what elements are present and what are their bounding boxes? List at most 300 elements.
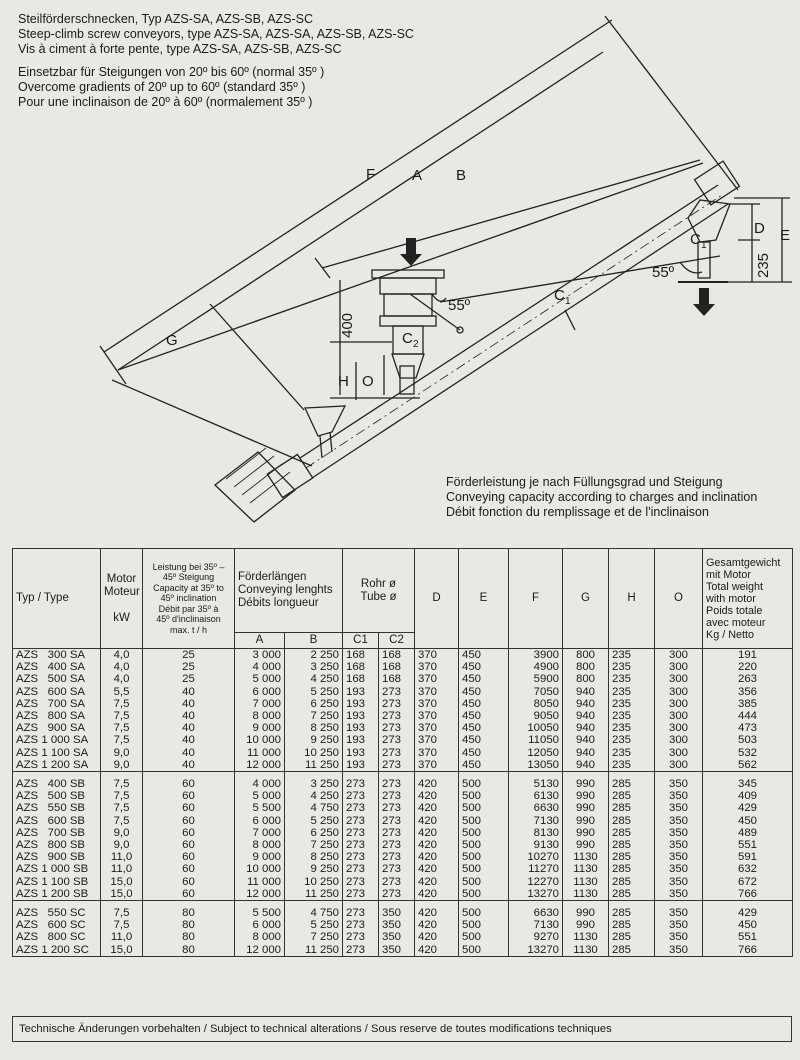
table-cell: 940 bbox=[563, 710, 609, 722]
table-cell: 12 000 bbox=[235, 944, 285, 957]
table-cell: 9 000 bbox=[235, 722, 285, 734]
table-cell: AZS 600 SA bbox=[13, 686, 101, 698]
table-cell: AZS 1 200 SA bbox=[13, 759, 101, 772]
table-cell: 10 000 bbox=[235, 734, 285, 746]
dim-line-A bbox=[118, 52, 603, 370]
table-cell: 8130 bbox=[509, 827, 563, 839]
table-cell: 285 bbox=[609, 876, 655, 888]
table-cell: AZS 500 SB bbox=[13, 790, 101, 802]
table-cell: 300 bbox=[655, 722, 703, 734]
table-cell: 273 bbox=[379, 802, 415, 814]
table-cell: 60 bbox=[143, 802, 235, 814]
table-cell: 766 bbox=[703, 888, 793, 901]
table-cell: 273 bbox=[379, 722, 415, 734]
table-cell: 7,5 bbox=[101, 734, 143, 746]
table-cell: 3900 bbox=[509, 649, 563, 662]
table-cell: 1130 bbox=[563, 851, 609, 863]
table-cell: AZS 1 100 SA bbox=[13, 747, 101, 759]
table-cell: 11 250 bbox=[285, 888, 343, 901]
header-D: D bbox=[415, 549, 459, 649]
table-cell: 800 bbox=[563, 661, 609, 673]
table-cell: 11,0 bbox=[101, 931, 143, 943]
table-row bbox=[13, 649, 793, 662]
table-cell: 5 000 bbox=[235, 790, 285, 802]
table-cell: 273 bbox=[343, 876, 379, 888]
table-row bbox=[13, 907, 793, 919]
table-cell: 273 bbox=[343, 790, 379, 802]
table-cell: 420 bbox=[415, 888, 459, 901]
table-cell: 8 000 bbox=[235, 839, 285, 851]
table-cell: 6 250 bbox=[285, 827, 343, 839]
table-cell: 300 bbox=[655, 734, 703, 746]
table-cell: 4 250 bbox=[285, 673, 343, 685]
table-cell: 420 bbox=[415, 931, 459, 943]
header-C2: C2 bbox=[379, 633, 415, 649]
table-cell: AZS 400 SA bbox=[13, 661, 101, 673]
table-cell: 532 bbox=[703, 747, 793, 759]
table-cell: AZS 500 SA bbox=[13, 673, 101, 685]
table-cell: 285 bbox=[609, 851, 655, 863]
table-cell: 7050 bbox=[509, 686, 563, 698]
table-cell: 80 bbox=[143, 919, 235, 931]
table-cell: 6 000 bbox=[235, 919, 285, 931]
table-cell: 285 bbox=[609, 907, 655, 919]
table-cell: 168 bbox=[379, 661, 415, 673]
tube-centerline bbox=[306, 195, 722, 468]
table-cell: 8 250 bbox=[285, 722, 343, 734]
table-cell: AZS 600 SC bbox=[13, 919, 101, 931]
table-cell: AZS 400 SB bbox=[13, 778, 101, 790]
table-row bbox=[13, 888, 793, 901]
table-cell: 370 bbox=[415, 722, 459, 734]
header-F: F bbox=[509, 549, 563, 649]
table-cell: 10 250 bbox=[285, 747, 343, 759]
table-cell: 990 bbox=[563, 839, 609, 851]
label-A: A bbox=[412, 167, 423, 184]
label-C1-discharge: C bbox=[690, 231, 701, 248]
table-cell: 350 bbox=[655, 863, 703, 875]
table-cell: 420 bbox=[415, 919, 459, 931]
dim-line-C1 bbox=[440, 256, 720, 302]
table-cell: 13270 bbox=[509, 944, 563, 957]
table-cell: 450 bbox=[459, 734, 509, 746]
table-cell: 60 bbox=[143, 778, 235, 790]
svg-text:2: 2 bbox=[413, 339, 419, 350]
label-E: E bbox=[780, 227, 791, 244]
table-cell: 350 bbox=[655, 802, 703, 814]
table-cell: 9 000 bbox=[235, 851, 285, 863]
table-cell: 235 bbox=[609, 759, 655, 772]
table-cell: AZS 1 000 SA bbox=[13, 734, 101, 746]
table-cell: 273 bbox=[379, 734, 415, 746]
table-cell: 370 bbox=[415, 759, 459, 772]
table-cell: 350 bbox=[379, 944, 415, 957]
table-cell: AZS 300 SA bbox=[13, 649, 101, 662]
header-lengths: Förderlängen Conveying lenghts Débits longueur bbox=[235, 549, 343, 633]
table-cell: 450 bbox=[459, 710, 509, 722]
table-cell: 273 bbox=[379, 778, 415, 790]
label-B: B bbox=[456, 167, 467, 184]
table-cell: 4,0 bbox=[101, 661, 143, 673]
table-cell: 500 bbox=[459, 876, 509, 888]
label-C1: C bbox=[554, 287, 565, 304]
label-235: 235 bbox=[755, 252, 772, 278]
header-G: G bbox=[563, 549, 609, 649]
table-cell: 940 bbox=[563, 747, 609, 759]
table-cell: 300 bbox=[655, 649, 703, 662]
table-cell: 940 bbox=[563, 698, 609, 710]
table-cell: 9,0 bbox=[101, 747, 143, 759]
table-cell: 300 bbox=[655, 686, 703, 698]
table-cell: 11270 bbox=[509, 863, 563, 875]
table-cell: 450 bbox=[703, 919, 793, 931]
table-cell: 6630 bbox=[509, 802, 563, 814]
table-cell: 80 bbox=[143, 907, 235, 919]
table-cell: 8 250 bbox=[285, 851, 343, 863]
caption-fr: Débit fonction du remplissage et de l'inclinaison bbox=[446, 505, 709, 519]
table-cell: 500 bbox=[459, 907, 509, 919]
table-cell: 235 bbox=[609, 710, 655, 722]
table-cell: 273 bbox=[379, 759, 415, 772]
capacity-caption bbox=[446, 475, 757, 520]
table-cell: AZS 550 SC bbox=[13, 907, 101, 919]
table-cell: 4,0 bbox=[101, 649, 143, 662]
table-cell: 9270 bbox=[509, 931, 563, 943]
table-row bbox=[13, 827, 793, 839]
table-cell: 273 bbox=[343, 802, 379, 814]
table-cell: 350 bbox=[655, 851, 703, 863]
table-cell: 235 bbox=[609, 734, 655, 746]
label-H: H bbox=[338, 373, 349, 390]
motor bbox=[215, 448, 313, 522]
table-cell: 273 bbox=[379, 686, 415, 698]
table-cell: AZS 700 SB bbox=[13, 827, 101, 839]
table-cell: 168 bbox=[379, 673, 415, 685]
table-cell: 345 bbox=[703, 778, 793, 790]
table-cell: 11 250 bbox=[285, 759, 343, 772]
table-cell: 9,0 bbox=[101, 839, 143, 851]
table-row bbox=[13, 944, 793, 957]
table-cell: 489 bbox=[703, 827, 793, 839]
table-cell: 60 bbox=[143, 863, 235, 875]
table-cell: 7,5 bbox=[101, 722, 143, 734]
table-cell: 990 bbox=[563, 802, 609, 814]
table-cell: 766 bbox=[703, 944, 793, 957]
table-cell: 285 bbox=[609, 919, 655, 931]
table-cell: 9 250 bbox=[285, 734, 343, 746]
table-cell: 273 bbox=[343, 919, 379, 931]
table-cell: 350 bbox=[655, 815, 703, 827]
table-cell: 273 bbox=[379, 851, 415, 863]
table-cell: 990 bbox=[563, 815, 609, 827]
table-cell: 11,0 bbox=[101, 851, 143, 863]
table-cell: 500 bbox=[459, 863, 509, 875]
svg-text:1: 1 bbox=[701, 240, 707, 251]
table-cell: 285 bbox=[609, 863, 655, 875]
table-cell: 7,5 bbox=[101, 710, 143, 722]
table-cell: 370 bbox=[415, 710, 459, 722]
table-cell: 285 bbox=[609, 931, 655, 943]
down-arrow-icon bbox=[693, 288, 715, 316]
table-cell: 5900 bbox=[509, 673, 563, 685]
table-cell: 273 bbox=[343, 778, 379, 790]
table-cell: AZS 800 SB bbox=[13, 839, 101, 851]
table-cell: 285 bbox=[609, 802, 655, 814]
table-cell: 473 bbox=[703, 722, 793, 734]
caption-de: Förderleistung je nach Füllungsgrad und Steigung bbox=[446, 475, 723, 489]
table-cell: 6 000 bbox=[235, 686, 285, 698]
table-cell: 273 bbox=[379, 747, 415, 759]
gradient-fr: Pour une inclinaison de 20º à 60º (normalement 35º ) bbox=[18, 95, 313, 109]
table-cell: 350 bbox=[655, 778, 703, 790]
table-row bbox=[13, 686, 793, 698]
table-cell: 370 bbox=[415, 747, 459, 759]
table-cell: 235 bbox=[609, 686, 655, 698]
table-cell: 300 bbox=[655, 673, 703, 685]
table-cell: 15,0 bbox=[101, 876, 143, 888]
table-cell: AZS 1 100 SB bbox=[13, 876, 101, 888]
table-cell: 15,0 bbox=[101, 888, 143, 901]
table-cell: 420 bbox=[415, 778, 459, 790]
table-cell: 273 bbox=[343, 907, 379, 919]
table-cell: 235 bbox=[609, 673, 655, 685]
table-cell: 4 250 bbox=[285, 790, 343, 802]
table-cell: 273 bbox=[379, 710, 415, 722]
angle-arc bbox=[680, 262, 702, 273]
table-cell: 9,0 bbox=[101, 827, 143, 839]
table-cell: 10050 bbox=[509, 722, 563, 734]
table-cell: 350 bbox=[655, 876, 703, 888]
table-cell: 60 bbox=[143, 888, 235, 901]
table-cell: 40 bbox=[143, 686, 235, 698]
table-cell: 551 bbox=[703, 931, 793, 943]
table-cell: 4900 bbox=[509, 661, 563, 673]
table-cell: 591 bbox=[703, 851, 793, 863]
label-G: G bbox=[166, 332, 178, 349]
table-cell: 193 bbox=[343, 710, 379, 722]
table-cell: AZS 600 SB bbox=[13, 815, 101, 827]
table-cell: 11 000 bbox=[235, 747, 285, 759]
table-cell: 672 bbox=[703, 876, 793, 888]
table-cell: 285 bbox=[609, 778, 655, 790]
table-cell: 273 bbox=[343, 863, 379, 875]
table-row bbox=[13, 778, 793, 790]
table-cell: 40 bbox=[143, 734, 235, 746]
table-cell: 370 bbox=[415, 686, 459, 698]
table-cell: AZS 1 000 SB bbox=[13, 863, 101, 875]
table-cell: 385 bbox=[703, 698, 793, 710]
table-cell: 500 bbox=[459, 790, 509, 802]
label-400: 400 bbox=[339, 312, 356, 338]
down-arrow-icon bbox=[400, 238, 422, 266]
table-cell: 8 000 bbox=[235, 931, 285, 943]
tube-upper-edge bbox=[300, 185, 718, 458]
table-row bbox=[13, 863, 793, 875]
table-cell: 11050 bbox=[509, 734, 563, 746]
table-cell: 60 bbox=[143, 827, 235, 839]
table-cell: 8 000 bbox=[235, 710, 285, 722]
table-cell: 273 bbox=[379, 827, 415, 839]
table-row bbox=[13, 839, 793, 851]
table-cell: 800 bbox=[563, 649, 609, 662]
table-cell: 632 bbox=[703, 863, 793, 875]
table-row bbox=[13, 931, 793, 943]
table-cell: 7 250 bbox=[285, 710, 343, 722]
table-cell: 429 bbox=[703, 802, 793, 814]
spec-table-body bbox=[13, 649, 793, 957]
header-B: B bbox=[285, 633, 343, 649]
table-cell: 450 bbox=[459, 747, 509, 759]
table-row bbox=[13, 673, 793, 685]
table-cell: 273 bbox=[379, 863, 415, 875]
header-motor: Motor Moteur kW bbox=[101, 549, 143, 649]
table-cell: 3 250 bbox=[285, 778, 343, 790]
table-row bbox=[13, 710, 793, 722]
table-row bbox=[13, 790, 793, 802]
table-cell: AZS 700 SA bbox=[13, 698, 101, 710]
table-cell: 6630 bbox=[509, 907, 563, 919]
table-cell: 500 bbox=[459, 931, 509, 943]
table-cell: 7,5 bbox=[101, 815, 143, 827]
table-cell: 5 250 bbox=[285, 919, 343, 931]
table-cell: 500 bbox=[459, 839, 509, 851]
table-cell: 285 bbox=[609, 839, 655, 851]
table-cell: 193 bbox=[343, 722, 379, 734]
spec-table bbox=[12, 548, 793, 957]
label-F: F bbox=[366, 166, 376, 183]
table-row bbox=[13, 802, 793, 814]
table-cell: 420 bbox=[415, 876, 459, 888]
table-cell: 5,5 bbox=[101, 686, 143, 698]
table-cell: AZS 800 SA bbox=[13, 710, 101, 722]
table-cell: 5130 bbox=[509, 778, 563, 790]
table-cell: 2 250 bbox=[285, 649, 343, 662]
table-cell: 273 bbox=[379, 876, 415, 888]
table-cell: 273 bbox=[343, 827, 379, 839]
table-row bbox=[13, 815, 793, 827]
table-cell: 990 bbox=[563, 778, 609, 790]
table-cell: 5 500 bbox=[235, 802, 285, 814]
table-cell: 420 bbox=[415, 790, 459, 802]
header-type: Typ / Type bbox=[13, 549, 101, 649]
table-cell: 11 250 bbox=[285, 944, 343, 957]
table-cell: 429 bbox=[703, 907, 793, 919]
table-cell: 7,5 bbox=[101, 802, 143, 814]
table-cell: 7130 bbox=[509, 815, 563, 827]
table-cell: 500 bbox=[459, 802, 509, 814]
table-cell: 273 bbox=[379, 790, 415, 802]
table-row bbox=[13, 722, 793, 734]
table-cell: 4 000 bbox=[235, 661, 285, 673]
table-cell: 235 bbox=[609, 698, 655, 710]
table-cell: 350 bbox=[655, 888, 703, 901]
table-cell: 500 bbox=[459, 888, 509, 901]
table-cell: 220 bbox=[703, 661, 793, 673]
table-cell: 9050 bbox=[509, 710, 563, 722]
table-cell: 350 bbox=[655, 839, 703, 851]
table-cell: 6 250 bbox=[285, 698, 343, 710]
table-row bbox=[13, 759, 793, 772]
table-cell: 300 bbox=[655, 698, 703, 710]
header-H: H bbox=[609, 549, 655, 649]
header-A: A bbox=[235, 633, 285, 649]
table-cell: 11,0 bbox=[101, 863, 143, 875]
table-cell: 273 bbox=[379, 888, 415, 901]
header-E: E bbox=[459, 549, 509, 649]
table-cell: 273 bbox=[343, 888, 379, 901]
table-row bbox=[13, 747, 793, 759]
table-cell: 7,5 bbox=[101, 698, 143, 710]
table-cell: 5 000 bbox=[235, 673, 285, 685]
table-cell: 450 bbox=[459, 649, 509, 662]
table-cell: 350 bbox=[655, 944, 703, 957]
table-cell: 285 bbox=[609, 944, 655, 957]
table-cell: 12050 bbox=[509, 747, 563, 759]
table-cell: 285 bbox=[609, 815, 655, 827]
table-cell: 7 000 bbox=[235, 698, 285, 710]
table-cell: 503 bbox=[703, 734, 793, 746]
table-cell: 6 000 bbox=[235, 815, 285, 827]
table-cell: 285 bbox=[609, 790, 655, 802]
table-cell: 11 000 bbox=[235, 876, 285, 888]
table-cell: 7130 bbox=[509, 919, 563, 931]
dim-line-G bbox=[112, 380, 312, 466]
table-cell: 5 250 bbox=[285, 815, 343, 827]
table-cell: 235 bbox=[609, 747, 655, 759]
dim-line-B bbox=[322, 160, 700, 268]
table-cell: 500 bbox=[459, 827, 509, 839]
table-cell: 1130 bbox=[563, 876, 609, 888]
table-cell: 990 bbox=[563, 919, 609, 931]
table-cell: 273 bbox=[379, 815, 415, 827]
table-cell: 13270 bbox=[509, 888, 563, 901]
table-cell: 940 bbox=[563, 722, 609, 734]
table-cell: 370 bbox=[415, 673, 459, 685]
table-cell: 13050 bbox=[509, 759, 563, 772]
table-cell: 25 bbox=[143, 673, 235, 685]
table-cell: 800 bbox=[563, 673, 609, 685]
table-row bbox=[13, 734, 793, 746]
table-cell: 60 bbox=[143, 790, 235, 802]
table-cell: AZS 900 SA bbox=[13, 722, 101, 734]
table-cell: 80 bbox=[143, 931, 235, 943]
table-cell: 420 bbox=[415, 907, 459, 919]
table-cell: 300 bbox=[655, 661, 703, 673]
table-cell: 60 bbox=[143, 876, 235, 888]
table-cell: 450 bbox=[459, 661, 509, 673]
table-cell: 350 bbox=[379, 931, 415, 943]
table-cell: 10 250 bbox=[285, 876, 343, 888]
table-cell: 356 bbox=[703, 686, 793, 698]
header-capacity: Leistung bei 35º – 45º Steigung Capacity at 35º to 45º inclination Débit par 35º à 45º d'inclinaison max. t / h bbox=[143, 549, 235, 649]
table-cell: 273 bbox=[379, 839, 415, 851]
table-cell: 420 bbox=[415, 827, 459, 839]
table-cell: 263 bbox=[703, 673, 793, 685]
table-cell: 990 bbox=[563, 907, 609, 919]
table-cell: 370 bbox=[415, 698, 459, 710]
table-cell: 9,0 bbox=[101, 759, 143, 772]
table-cell: 500 bbox=[459, 944, 509, 957]
table-cell: 1130 bbox=[563, 944, 609, 957]
table-cell: 235 bbox=[609, 722, 655, 734]
table-cell: 3 250 bbox=[285, 661, 343, 673]
table-cell: 420 bbox=[415, 944, 459, 957]
table-cell: 420 bbox=[415, 863, 459, 875]
table-cell: 80 bbox=[143, 944, 235, 957]
table-cell: 8050 bbox=[509, 698, 563, 710]
table-cell: 7 000 bbox=[235, 827, 285, 839]
table-cell: 168 bbox=[343, 649, 379, 662]
